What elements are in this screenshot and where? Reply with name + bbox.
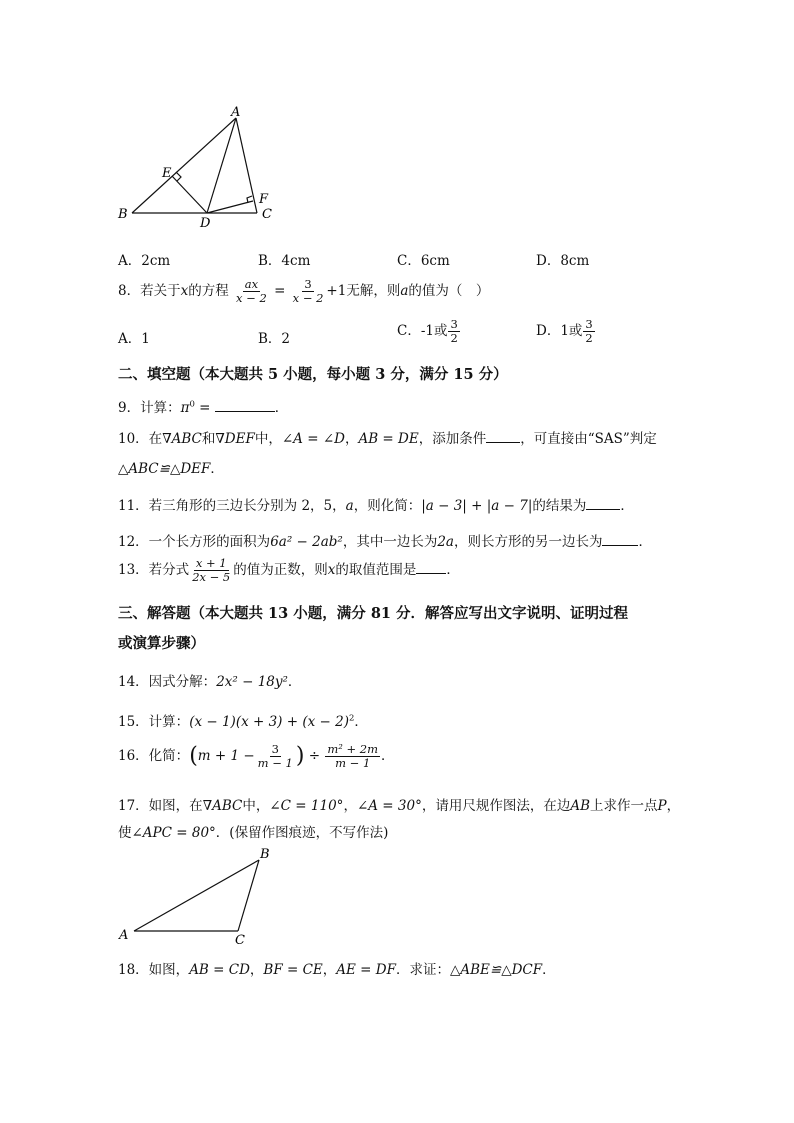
segment-ab [132,118,236,213]
q7-option-b: B．4cm [258,253,311,269]
q10-line1: 10．在∇ABC和∇DEF中，∠A = ∠D，AB = DE，添加条件 ，可直接由“SAS”判定 [118,431,657,447]
q8-option-d: D．1或 $\frac{3}{2}$ [536,317,593,345]
q11-blank [586,497,620,510]
label-A: A [231,105,241,120]
label-F: F [259,192,269,207]
q18: 18．如图，AB = CD，BF = CE，AE = DF．求证：△ABE≌△DCF． [118,962,556,978]
q9-blank [215,399,275,412]
label-C-2: C [235,933,245,948]
q8-option-a: A．1 [118,331,150,347]
section-3-heading-line1: 三、解答题（本大题共 13 小题，满分 81 分．解答应写出文字说明、证明过程 [118,605,629,622]
q8-option-b: B．2 [258,331,291,347]
label-B-2: B [260,847,270,862]
q17-line2: 使∠APC = 80°．(保留作图痕迹，不写作法) [118,825,389,841]
label-C: C [262,207,272,222]
q13-blank [416,561,446,574]
label-E: E [162,166,172,181]
q10-blank [486,430,520,443]
segment-ac [236,118,257,213]
q17-line1: 17．如图，在∇ABC中，∠C = 110°，∠A = 30°，请用尺规作图法，在边AB上求作一点P， [118,798,681,814]
segment-df [207,201,253,213]
segment-de [172,176,207,213]
section-2-heading: 二、填空题（本大题共 5 小题，每小题 3 分，满分 15 分） [118,366,508,383]
label-B: B [118,207,128,222]
q13: 13．若分式 $\frac{x + 1}{2x - 5}$ 的值为正数，则x的取值范围是 ． [118,556,460,584]
q7-option-a: A．2cm [118,253,171,269]
label-D: D [200,216,211,231]
label-A-2: A [119,928,129,943]
q9: 9．计算：$\pi^0$ = ． [118,399,289,416]
q12: 12．一个长方形的面积为6a² − 2ab²，其中一边长为2a，则长方形的另一边长为 ． [118,534,652,550]
q8-option-c: C．-1或 $\frac{3}{2}$ [397,317,458,345]
figure-triangle-abc-1 [110,100,290,235]
segment-ab-2 [134,860,259,931]
q12-blank [602,533,638,546]
q14: 14．因式分解：2x² − 18y²． [118,674,302,690]
right-angle-mark-e [176,172,181,181]
figure-triangle-abc-2 [112,840,282,950]
q7-option-d: D．8cm [536,253,590,269]
q8-stem: 8．若关于x的方程 $\frac{ax}{x - 2}$ = $\frac{3}{x - 2}$ +1无解，则a的值为（ ） [118,277,490,305]
q16: 16．化简：(m + 1 − $\frac{3}{m - 1}$ ) ÷ $\frac{\text{m² + 2m}}{m - 1}$ ． [118,742,395,770]
q7-option-c: C．6cm [397,253,450,269]
segment-ad [207,118,236,213]
q11: 11．若三角形的三边长分别为 2，5，a，则化简：|a − 3| + |a − 7|的结果为 ． [118,498,634,514]
section-3-heading-line2: 或演算步骤） [118,635,205,652]
q15: 15．计算：$(x - 1)(x + 3) + (x - 2)^2$． [118,713,368,730]
q10-line2: △ABC≌△DEF． [118,461,224,477]
